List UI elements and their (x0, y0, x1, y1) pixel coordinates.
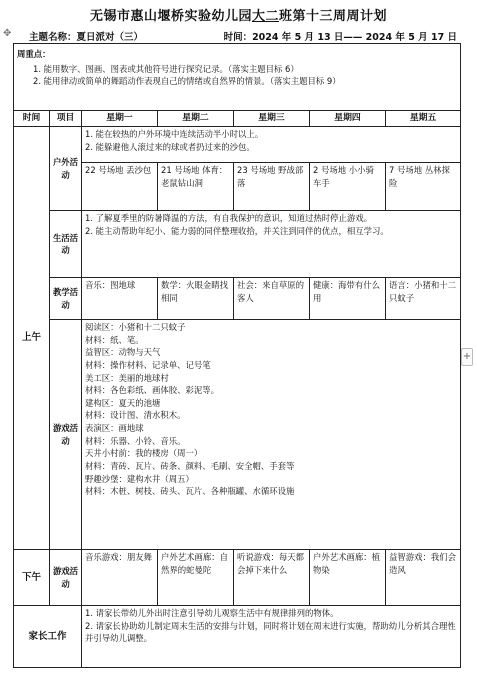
game-label: 游戏活动 (50, 320, 82, 550)
afternoon-mon: 音乐游戏：朋友舞 (82, 550, 158, 606)
outdoor-days-row (14, 163, 461, 211)
game-line: 材料：操作材料、记录单、记号笔 (85, 360, 211, 371)
game-line: 材料：青砖、瓦片、砖条、颜料、毛刷、安全帽、手套等 (85, 460, 295, 471)
parents-item: 1. 请家长带幼儿外出时注意引导幼儿观察生活中有规律排列的物体。 (85, 608, 339, 619)
header-row (14, 111, 461, 127)
game-line: 天井小村前：我的楼房（周一） (85, 448, 203, 459)
afternoon-row (14, 550, 461, 606)
life-row (14, 211, 461, 278)
table-move-icon[interactable]: ✥ (3, 28, 12, 39)
afternoon-wed: 听说游戏：每天都会掉下来什么 (234, 550, 310, 606)
subject-name: 主题名称：夏日派对（三） (29, 32, 144, 43)
outdoor-thu: 2 号场地 小小骑车手 (310, 163, 386, 211)
focus-row (14, 44, 461, 111)
outdoor-note: 1. 能在较热的户外环境中连续活动半小时以上。 (85, 129, 264, 140)
morning-label: 上午 (14, 127, 50, 550)
life-items (82, 211, 461, 278)
focus-item: 1. 能用数字、图画、图表或其他符号进行探究记录。（落实主题目标 6） (33, 63, 299, 74)
game-line: 材料：纸、笔。 (85, 334, 144, 345)
add-icon[interactable]: + (461, 348, 473, 366)
game-lines (82, 320, 461, 550)
page-title: 无锡市惠山堰桥实验幼儿园大二班第十三周周计划 (89, 9, 388, 24)
outdoor-wed: 23 号场地 野战部落 (234, 163, 310, 211)
teaching-fri: 语言：小猪和十二只蚊子 (386, 278, 461, 320)
afternoon-tue: 户外艺术画廊：自然界的蛇曼陀 (158, 550, 234, 606)
parents-item: 2. 请家长协助幼儿制定周末生活的安排与计划，同时将计划在周末进行实施，帮助幼儿分析其合理性并引导幼儿调整。 (85, 620, 456, 644)
outdoor-notes-row (14, 127, 461, 163)
afternoon-game-label: 游戏活动 (50, 550, 82, 606)
col-header-mon: 星期一 (82, 111, 158, 127)
col-header-tue: 星期二 (158, 111, 234, 127)
teaching-wed: 社会：来自草原的客人 (234, 278, 310, 320)
outdoor-label: 户外活动 (50, 127, 82, 211)
parents-row (14, 606, 461, 668)
weekly-plan-table (13, 43, 461, 668)
parents-label: 家长工作 (14, 606, 82, 668)
focus-item: 2. 能用律动或简单的舞蹈动作表现自己的情绪或自然界的情景。（落实主题目标 9） (33, 76, 341, 87)
afternoon-label: 下午 (14, 550, 50, 606)
afternoon-fri: 益智游戏：我们会造风 (386, 550, 461, 606)
game-line: 材料：各色彩纸、画体胶、彩泥等。 (85, 385, 219, 396)
game-line: 表演区：画地球 (85, 423, 144, 434)
game-line: 材料：设计图、清水积木。 (85, 410, 186, 421)
col-header-wed: 星期三 (234, 111, 310, 127)
life-item: 2. 能主动帮助年纪小、能力弱的同伴整理收拾，并关注到同伴的优点，相互学习。 (85, 225, 389, 236)
game-line: 野趣沙堡：建构水井（周五） (85, 473, 194, 484)
parents-items (82, 606, 461, 668)
col-header-fri: 星期五 (386, 111, 461, 127)
game-row (14, 320, 461, 550)
life-label: 生活活动 (50, 211, 82, 278)
teaching-label: 教学活动 (50, 278, 82, 320)
outdoor-tue: 21 号场地 体育：老鼠钻山洞 (158, 163, 234, 211)
teaching-tue: 数学：火眼金睛找相同 (158, 278, 234, 320)
col-header-item: 项目 (50, 111, 82, 127)
teaching-mon: 音乐：图地球 (82, 278, 158, 320)
col-header-thu: 星期四 (310, 111, 386, 127)
afternoon-thu: 户外艺术画廊：植物染 (310, 550, 386, 606)
teaching-row (14, 278, 461, 320)
focus-cell (14, 44, 461, 111)
date-range: 时间：2024 年 5 月 13 日—— 2024 年 5 月 17 日 (223, 32, 457, 43)
game-line: 建构区：夏天的池塘 (85, 397, 161, 408)
teaching-thu: 健康：海带有什么用 (310, 278, 386, 320)
outdoor-notes (82, 127, 461, 163)
game-line: 益智区：动物与天气 (85, 347, 161, 358)
game-line: 阅读区：小猪和十二只蚊子 (85, 322, 186, 333)
game-line: 材料：木桩、树枝、砖头、瓦片、各种瓶罐、水循环设施 (85, 486, 295, 497)
outdoor-mon: 22 号场地 丢沙包 (82, 163, 158, 211)
life-item: 1. 了解夏季里的防暑降温的方法，有自我保护的意识，知道过热时停止游戏。 (85, 213, 373, 224)
outdoor-note: 2. 能躲避他人滚过来的球或者扔过来的沙包。 (85, 141, 255, 152)
col-header-time: 时间 (14, 111, 50, 127)
game-line: 美工区：美丽的地球村 (85, 372, 169, 383)
game-line: 材料：乐器、小铃、音乐。 (85, 435, 186, 446)
focus-label: 周重点： (17, 49, 51, 59)
outdoor-fri: 7 号场地 丛林探险 (386, 163, 461, 211)
